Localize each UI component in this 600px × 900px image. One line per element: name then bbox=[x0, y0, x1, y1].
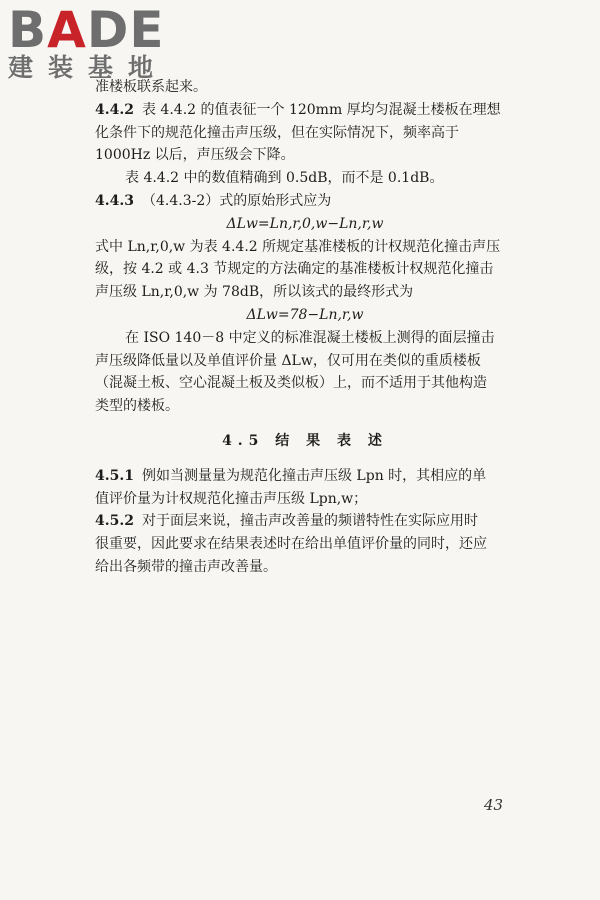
logo-letter-b: B bbox=[8, 1, 48, 59]
clause-4-5-1-line-2: 值评价量为计权规范化撞击声压级 Lpn,w； bbox=[95, 490, 368, 507]
clause-text: 表 4.4.2 的值表征一个 120mm 厚均匀混凝土楼板在理想 bbox=[141, 101, 501, 118]
where-line-1: 式中 Ln,r,0,w 为表 4.4.2 所规定基准楼板的计权规范化撞击声压 bbox=[95, 238, 501, 255]
formula-original: ΔLw=Ln,r,0,w−Ln,r,w bbox=[226, 215, 384, 232]
clause-number: 4.5.2 bbox=[95, 513, 134, 530]
section-4-5-title: 4.5 结 果 表 述 bbox=[222, 432, 388, 449]
document-body bbox=[95, 76, 515, 579]
paragraph-2-line-2: 声压级降低量以及单值评价量 ΔLw，仅可用在类似的重质楼板 bbox=[95, 352, 481, 369]
clause-4-5-2-line-2: 很重要，因此要求在结果表述时在给出单值评价量的同时，还应 bbox=[95, 536, 487, 553]
formula-final: ΔLw=78−Ln,r,w bbox=[246, 306, 364, 323]
paragraph-continuation: 准楼板联系起来。 bbox=[95, 79, 207, 95]
where-line-2: 级，按 4.2 或 4.3 节规定的方法确定的基准楼板计权规范化撞击 bbox=[95, 261, 494, 278]
clause-text: 例如当测量量为规范化撞击声压级 Lpn 时，其相应的单 bbox=[141, 467, 487, 484]
clause-number: 4.4.3 bbox=[95, 192, 134, 209]
paragraph-2-line-1: 在 ISO 140－8 中定义的标准混凝土楼板上测得的面层撞击 bbox=[125, 329, 495, 346]
clause-text: 对于面层来说，撞击声改善量的频谱特性在实际应用时 bbox=[141, 513, 478, 530]
logo-letters-de: DE bbox=[86, 1, 165, 59]
paragraph-2-line-4: 类型的楼板。 bbox=[95, 398, 179, 415]
paragraph-2-line-3: （混凝土板、空心混凝土板及类似板）上，而不适用于其他构造 bbox=[95, 375, 487, 392]
logo-letter-a-accent: A bbox=[47, 1, 87, 59]
bade-logo bbox=[8, 1, 169, 82]
logo-subtitle: 建装基地 bbox=[8, 53, 169, 82]
logo-wordmark bbox=[8, 1, 168, 59]
clause-number: 4.4.2 bbox=[95, 101, 134, 118]
clause-4-4-2-line-2: 化条件下的规范化撞击声压级，但在实际情况下，频率高于 bbox=[95, 124, 459, 141]
clause-4-4-2-line-1 bbox=[95, 99, 515, 122]
clause-4-4-3-line-1 bbox=[95, 190, 515, 213]
clause-text: （4.4.3-2）式的原始形式应为 bbox=[141, 192, 332, 209]
where-line-3: 声压级 Ln,r,0,w 为 78dB，所以该式的最终形式为 bbox=[95, 284, 414, 301]
clause-4-5-2-line-1 bbox=[95, 510, 515, 533]
page-number: 43 bbox=[484, 796, 504, 814]
clause-4-4-2-line-3: 1000Hz 以后，声压级会下降。 bbox=[95, 147, 295, 164]
clause-4-4-2-note: 表 4.4.2 中的数值精确到 0.5dB，而不是 0.1dB。 bbox=[125, 170, 444, 187]
clause-4-5-1-line-1 bbox=[95, 465, 515, 488]
clause-number: 4.5.1 bbox=[95, 467, 134, 484]
clause-4-5-2-line-3: 给出各频带的撞击声改善量。 bbox=[95, 558, 277, 575]
